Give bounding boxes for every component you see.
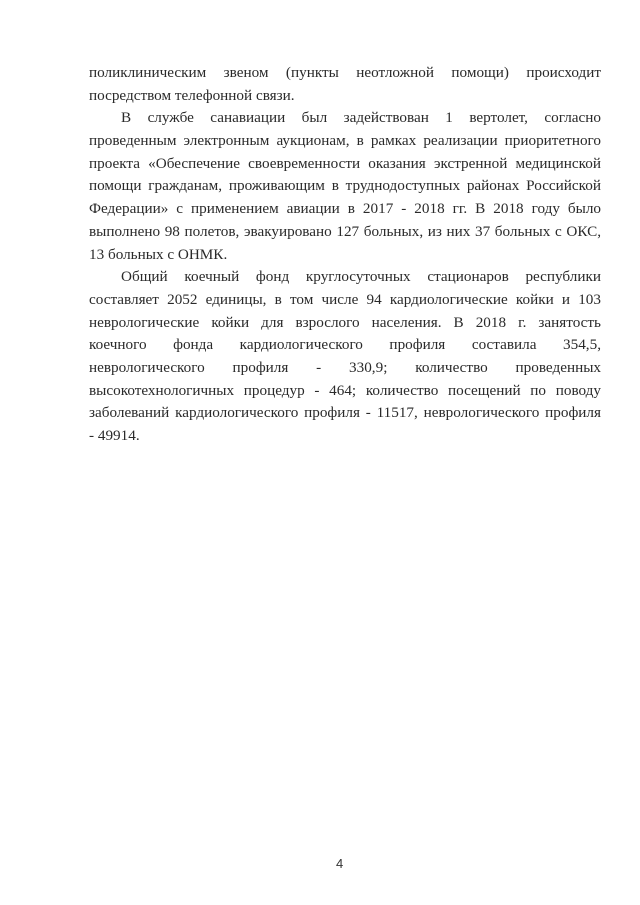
text-line: заболеваний кардиологического профиля - 11517, неврологического профиля [89,404,601,422]
text-line: Общий коечный фонд круглосуточных стационаров республики [121,268,601,286]
text-line: В службе санавиации был задействован 1 вертолет, согласно [121,109,601,127]
text-line: составляет 2052 единицы, в том числе 94 кардиологические койки и 103 [89,290,601,308]
text-line: помощи гражданам, проживающим в труднодоступных районах Российской [89,177,601,195]
text-line: 13 больных с ОНМК. [89,245,228,263]
document-body [89,62,601,448]
text-line: неврологические койки для взрослого населения. В 2018 г. занятость [89,313,601,331]
text-line: - 49914. [89,427,140,444]
text-line: проекта «Обеспечение своевременности оказания экстренной медицинской [89,154,601,172]
text-line: поликлиническим звеном (пункты неотложной помощи) происходит [89,64,601,81]
text-line: коечного фонда кардиологического профиля составила 354,5, [89,336,601,354]
text-line: проведенным электронным аукционам, в рамках реализации приоритетного [89,132,601,150]
text-line: высокотехнологичных процедур - 464; количество посещений по поводу [89,381,601,399]
page-number: 4 [336,856,344,871]
text-line: посредством телефонной связи. [89,86,295,104]
text-line: Федерации» с применением авиации в 2017 - 2018 гг. В 2018 году было [89,200,601,218]
text-line: неврологического профиля - 330,9; количество проведенных [89,358,601,376]
text-line: выполнено 98 полетов, эвакуировано 127 больных, из них 37 больных с ОКС, [89,222,601,240]
